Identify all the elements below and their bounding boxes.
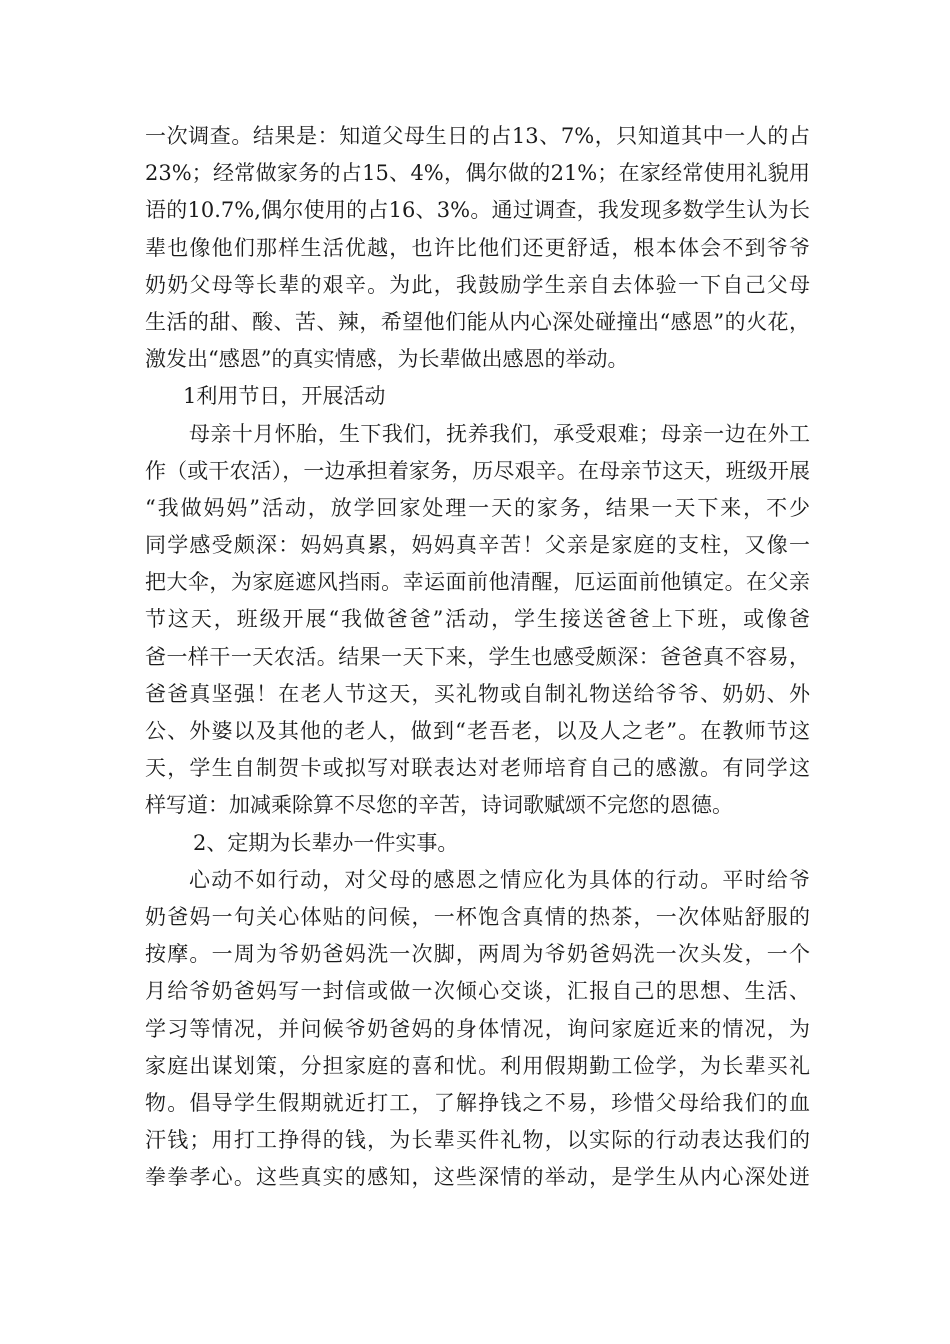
text-line: 同学感受颇深：妈妈真累，妈妈真辛苦！父亲是家庭的支柱，又像一: [145, 533, 810, 558]
text-line: 拳拳孝心。这些真实的感知，这些深情的举动，是学生从内心深处迸: [145, 1165, 810, 1190]
text-line: 爸一样干一天农活。结果一天下来，学生也感受颇深：爸爸真不容易，: [145, 644, 810, 669]
text-line: 作（或干农活），一边承担着家务，历尽艰辛。在母亲节这天，班级开展: [145, 458, 810, 483]
text-line: 生活的甜、酸、苦、辣，希望他们能从内心深处碰撞出“感恩”的火花，: [145, 309, 810, 334]
text-line: 把大伞，为家庭遮风挡雨。幸运面前他清醒，厄运面前他镇定。在父亲: [145, 570, 810, 595]
text-line: 语的10.7%,偶尔使用的占16、3%。通过调查，我发现多数学生认为长: [145, 198, 810, 223]
text-line: 奶奶父母等长辈的艰辛。为此，我鼓励学生亲自去体验一下自己父母: [145, 272, 810, 297]
document-body: [145, 118, 810, 1196]
text-line: 23%；经常做家务的占15、4%，偶尔做的21%；在家经常使用礼貌用: [145, 161, 810, 186]
text-line: 汗钱；用打工挣得的钱，为长辈买件礼物，以实际的行动表达我们的: [145, 1128, 810, 1153]
text-line: 家庭出谋划策，分担家庭的喜和忧。利用假期勤工俭学，为长辈买礼: [145, 1053, 810, 1078]
text-line: 1利用节日，开展活动: [183, 384, 386, 409]
text-line: 样写道：加减乘除算不尽您的辛苦，诗词歌赋颂不完您的恩德。: [145, 793, 733, 818]
text-line: 物。倡导学生假期就近打工，了解挣钱之不易，珍惜父母给我们的血: [145, 1090, 810, 1115]
text-line: 母亲十月怀胎，生下我们，抚养我们，承受艰难；母亲一边在外工: [189, 421, 810, 446]
text-line: 天，学生自制贺卡或拟写对联表达对老师培育自己的感激。有同学这: [145, 756, 810, 781]
text-line: 奶爸妈一句关心体贴的问候，一杯饱含真情的热茶，一次体贴舒服的: [145, 904, 810, 929]
text-line: 节这天，班级开展“我做爸爸”活动，学生接送爸爸上下班，或像爸: [145, 607, 810, 632]
text-line: 激发出“感恩”的真实情感，为长辈做出感恩的举动。: [145, 347, 629, 372]
text-line: 2、定期为长辈办一件实事。: [193, 830, 459, 855]
text-line: 心动不如行动，对父母的感恩之情应化为具体的行动。平时给爷: [189, 867, 810, 892]
text-line: 公、外婆以及其他的老人，做到“老吾老，以及人之老”。在教师节这: [145, 719, 810, 743]
text-line: 辈也像他们那样生活优越，也许比他们还更舒适，根本体会不到爷爷: [145, 235, 810, 260]
text-line: 按摩。一周为爷奶爸妈洗一次脚，两周为爷奶爸妈洗一次头发，一个: [145, 942, 810, 967]
text-line: 一次调查。结果是：知道父母生日的占13、7%，只知道其中一人的占: [145, 124, 810, 148]
text-line: 学习等情况，并问候爷奶爸妈的身体情况，询问家庭近来的情况，为: [145, 1016, 810, 1041]
text-line: “我做妈妈”活动，放学回家处理一天的家务，结果一天下来，不少: [145, 495, 810, 520]
text-line: 爸爸真坚强！在老人节这天，买礼物或自制礼物送给爷爷、奶奶、外: [145, 681, 810, 706]
text-line: 月给爷奶爸妈写一封信或做一次倾心交谈，汇报自己的思想、生活、: [145, 979, 810, 1004]
